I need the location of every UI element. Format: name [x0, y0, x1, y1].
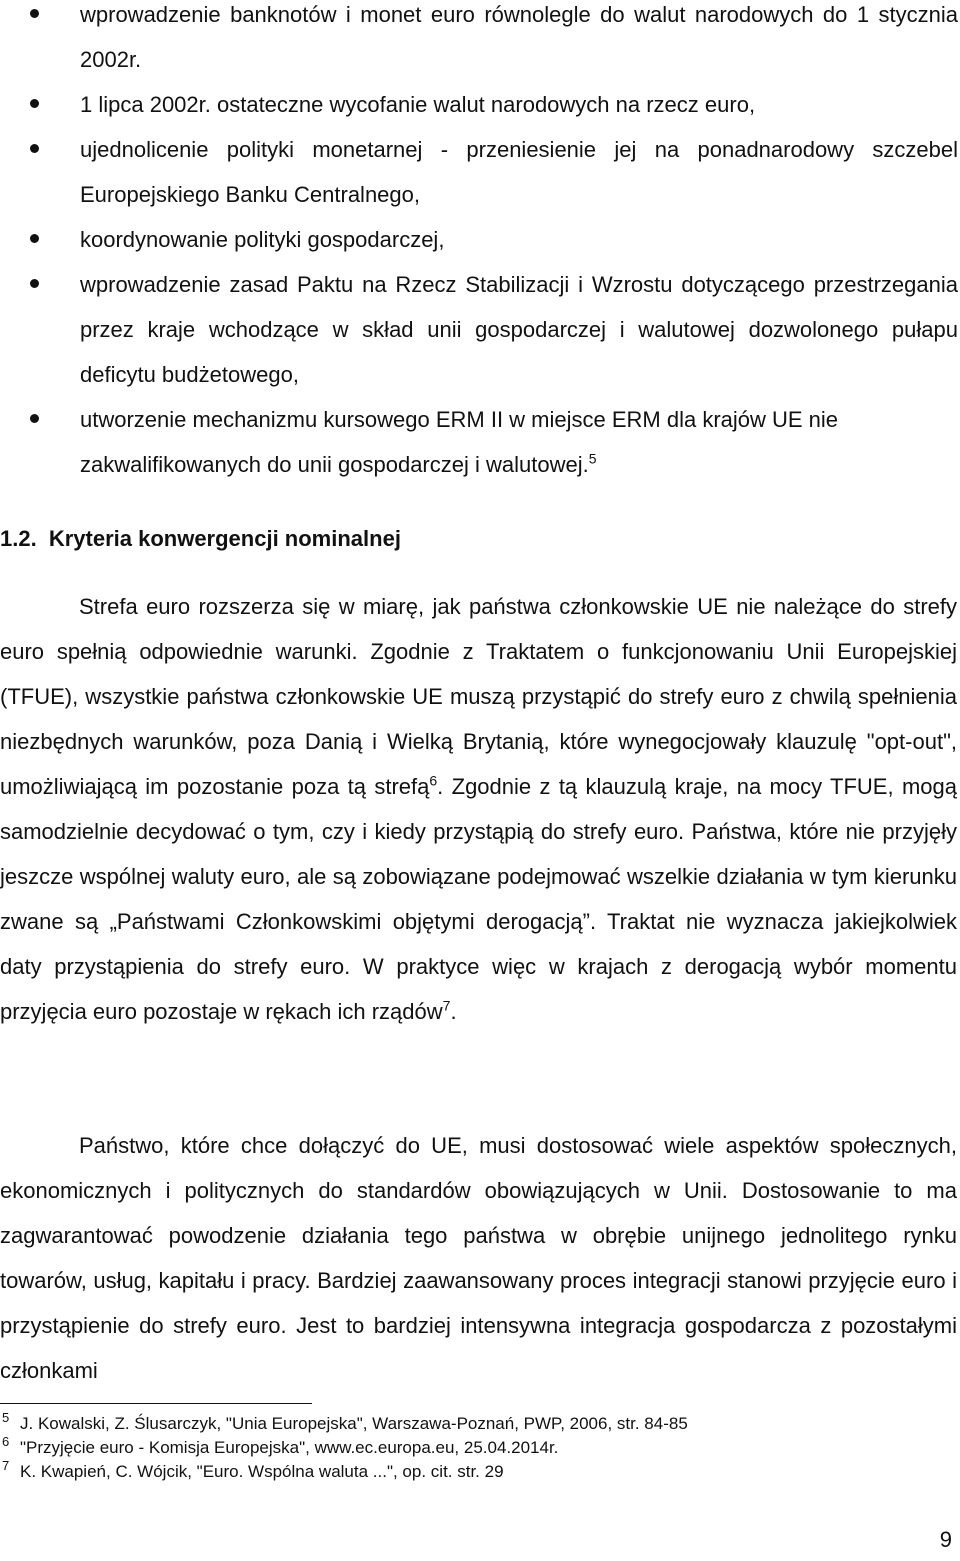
list-item-text: ujednolicenie polityki monetarnej - przeniesienie jej na ponadnarodowy szczebel Europejskiego Banku Centralnego, — [80, 137, 958, 207]
footnote-number: 7 — [2, 1458, 10, 1473]
section-number: 1.2. — [0, 526, 37, 551]
section-title: Kryteria konwergencji nominalnej — [48, 526, 401, 551]
body-paragraph — [0, 584, 957, 1034]
list-item — [0, 0, 960, 82]
footnote-list — [0, 1412, 960, 1484]
list-item-text: wprowadzenie zasad Paktu na Rzecz Stabilizacji i Wzrostu dotyczącego przestrzegania przez kraje wchodzące w skład unii gospodarczej i walutowej dozwolonego pułapu deficytu budżetowego, — [80, 272, 958, 387]
list-item-text: wprowadzenie banknotów i monet euro równolegle do walut narodowych do 1 stycznia 2002r. — [80, 2, 958, 72]
footnote-ref[interactable]: 5 — [588, 450, 597, 467]
paragraph-text: . Zgodnie z tą klauzulą kraje, na mocy TFUE, mogą samodzielnie decydować o tym, czy i kiedy przystąpią do strefy euro. Państwa, które nie przyjęły jeszcze wspólnej waluty euro, ale są zobowiązane podejmować wszelkie działania w tym kierunku zwane są „Państwami Członkowskimi objętymi derogacją”. Traktat nie wyznacza jakiejkolwiek daty przystąpienia do strefy euro. W praktyce więc w krajach z derogacją wybór momentu przyjęcia euro pozostaje w rękach ich rządów — [0, 774, 957, 1024]
list-item-text: utworzenie mechanizmu kursowego ERM II w miejsce ERM dla krajów UE nie zakwalifikowanych do unii gospodarczej i walutowej. — [80, 407, 839, 477]
bullet-icon — [30, 234, 39, 243]
list-item — [0, 217, 960, 262]
bullet-icon — [30, 414, 39, 423]
footnote-text: K. Kwapień, C. Wójcik, "Euro. Wspólna waluta ...", op. cit. str. 29 — [20, 1462, 504, 1481]
paragraph-text: Strefa euro rozszerza się w miarę, jak państwa członkowskie UE nie należące do strefy euro spełnią odpowiednie warunki. Zgodnie z Traktatem o funkcjonowaniu Unii Europejskiej (TFUE), wszystkie państwa członkowskie UE muszą przystąpić do strefy euro z chwilą spełnienia niezbędnych warunków, poza Danią i Wielką Brytanią, które wynegocjowały klauzulę "opt-out", umożliwiającą im pozostanie poza tą strefą — [0, 594, 957, 799]
footnote-number: 6 — [2, 1434, 10, 1449]
footnote-ref[interactable]: 7 — [442, 997, 451, 1014]
list-item — [0, 397, 960, 487]
bullet-icon — [30, 279, 39, 288]
footnote-ref[interactable]: 6 — [429, 772, 438, 789]
bullet-icon — [30, 99, 39, 108]
paragraph-text: . — [450, 999, 457, 1024]
footnote — [0, 1460, 960, 1484]
footnote-separator — [0, 1403, 312, 1404]
list-item — [0, 262, 960, 397]
bullet-list — [0, 0, 960, 487]
section-heading — [0, 516, 401, 561]
list-item — [0, 82, 960, 127]
footnote-text: J. Kowalski, Z. Ślusarczyk, "Unia Europejska", Warszawa-Poznań, PWP, 2006, str. 84-85 — [20, 1414, 688, 1433]
list-item-text: koordynowanie polityki gospodarczej, — [80, 227, 445, 252]
footnote — [0, 1436, 960, 1460]
footnote — [0, 1412, 960, 1436]
list-item-text: 1 lipca 2002r. ostateczne wycofanie walut narodowych na rzecz euro, — [80, 92, 756, 117]
paragraph-text: Państwo, które chce dołączyć do UE, musi dostosować wiele aspektów społecznych, ekonomicznych i politycznych do standardów obowiązujących w Unii. Dostosowanie to ma zagwarantować powodzenie działania tego państwa w obrębie unijnego jednolitego rynku towarów, usług, kapitału i pracy. Bardziej zaawansowany proces integracji stanowi przyjęcie euro i przystąpienie do strefy euro. Jest to bardziej intensywna integracja gospodarcza z pozostałymi członkami — [0, 1133, 957, 1383]
page-number: 9 — [939, 1527, 952, 1552]
bullet-icon — [30, 144, 39, 153]
list-item — [0, 127, 960, 217]
bullet-icon — [30, 9, 39, 18]
footnote-number: 5 — [2, 1410, 10, 1425]
footnote-text: "Przyjęcie euro - Komisja Europejska", www.ec.europa.eu, 25.04.2014r. — [20, 1438, 559, 1457]
body-paragraph — [0, 1123, 957, 1393]
